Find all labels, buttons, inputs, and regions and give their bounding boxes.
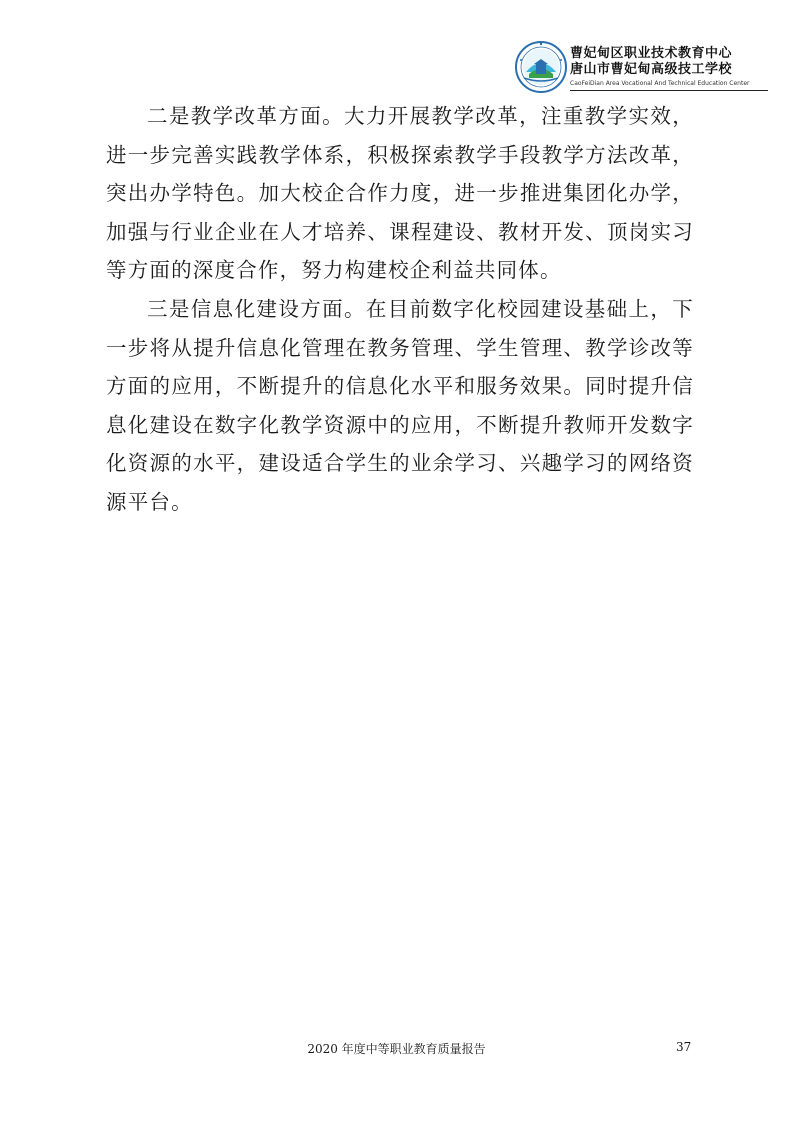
- school-name-secondary: 唐山市曹妃甸高级技工学校: [570, 62, 733, 77]
- document-body: [106, 97, 694, 522]
- paragraph-informatization: 三是信息化建设方面。在目前数字化校园建设基础上，下一步将从提升信息化管理在教务管理、学生管理、教学诊改等方面的应用，不断提升的信息化水平和服务效果。同时提升信息化建设在数字化教学资源中的应用，不断提升教师开发数字化资源的水平，建设适合学生的业余学习、兴趣学习的网络资源平台。: [106, 296, 694, 514]
- page-number: 37: [676, 1040, 692, 1054]
- school-name-english: CaoFeiDian Area Vocational And Technical Education Center: [570, 80, 750, 87]
- header-divider: [570, 90, 768, 91]
- paragraph-teaching-reform: 二是教学改革方面。大力开展教学改革，注重教学实效，进一步完善实践教学体系，积极探索教学手段教学方法改革，突出办学特色。加大校企合作力度，进一步推进集团化办学，加强与行业企业在人才培养、课程建设、教材开发、顶岗实习等方面的深度合作，努力构建校企利益共同体。: [106, 104, 694, 283]
- school-name-primary: 曹妃甸区职业技术教育中心: [570, 46, 733, 61]
- page-footer: [0, 1040, 793, 1060]
- footer-report-title: 2020 年度中等职业教育质量报告: [307, 1042, 486, 1056]
- header-title-block: [570, 46, 770, 88]
- page-header: [514, 40, 764, 92]
- school-emblem-icon: [514, 40, 568, 94]
